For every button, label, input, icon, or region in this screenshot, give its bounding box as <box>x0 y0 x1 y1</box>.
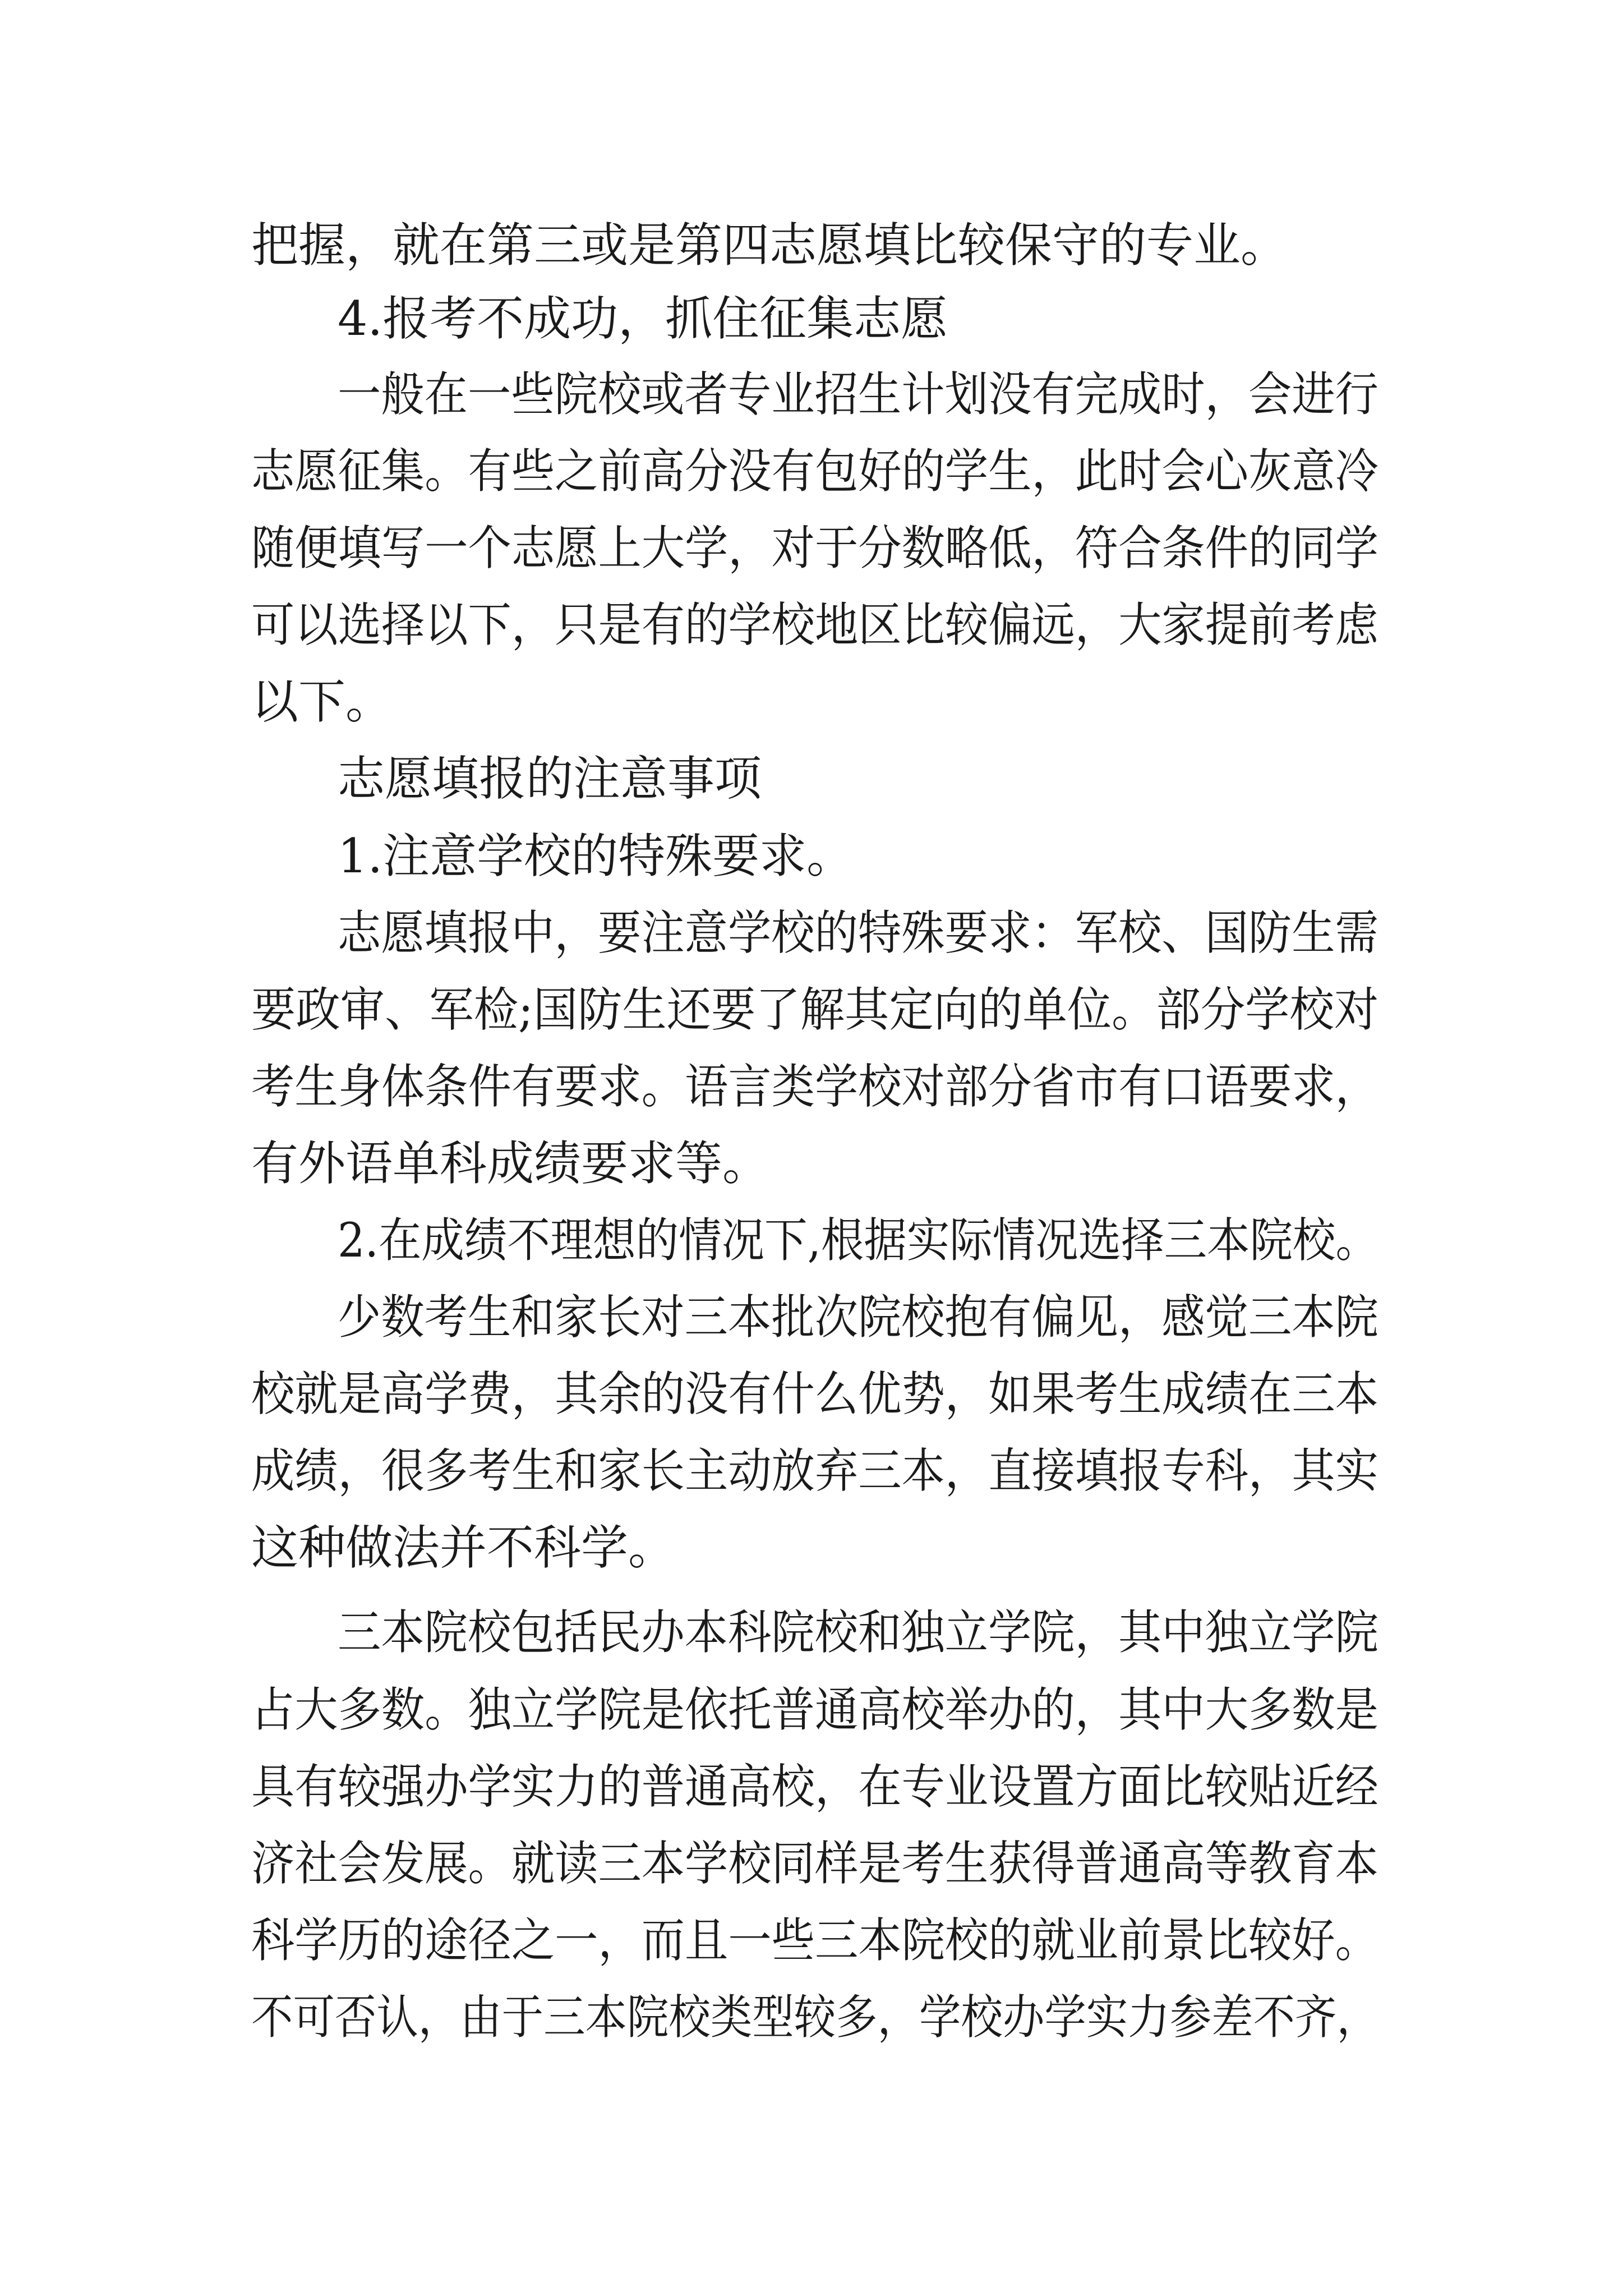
text-line-content: 志愿填报的注意事项 <box>338 751 762 806</box>
text-line <box>338 1278 1378 1356</box>
text-line-content: 随便填写一个志愿上大学，对于分数略低，符合条件的同学 <box>251 521 1378 576</box>
text-line <box>251 586 1378 664</box>
text-line <box>338 355 1378 434</box>
text-line-content: 志愿填报中，要注意学校的特殊要求：军校、国防生需 <box>338 905 1378 960</box>
text-line-content: 考生身体条件有要求。语言类学校对部分省市有口语要求， <box>251 1059 1378 1114</box>
text-line <box>338 1593 1378 1672</box>
text-line <box>251 1901 1378 1980</box>
text-line-content: 校就是高学费，其余的没有什么优势，如果考生成绩在三本 <box>251 1366 1378 1421</box>
text-line <box>338 894 1378 972</box>
text-line <box>251 1355 1378 1433</box>
text-line-content: 三本院校包括民办本科院校和独立学院，其中独立学院 <box>338 1605 1378 1660</box>
text-line-content: 以下。 <box>251 674 393 729</box>
list-heading <box>338 817 1378 895</box>
text-line-content: 科学历的途径之一，而且一些三本院校的就业前景比较好。 <box>251 1913 1378 1968</box>
text-line-content: 一般在一些院校或者专业招生计划没有完成时，会进行 <box>338 367 1378 422</box>
text-line <box>251 970 1378 1049</box>
text-line <box>251 662 1378 741</box>
section-heading <box>338 739 1378 818</box>
list-heading <box>338 1201 1378 1280</box>
text-line-content: 成绩，很多考生和家长主动放弃三本，直接填报专科，其实 <box>251 1443 1378 1498</box>
text-line <box>251 1747 1378 1826</box>
text-line <box>251 1508 1378 1587</box>
text-line <box>251 1124 1378 1203</box>
text-line-content: 不可否认，由于三本院校类型较多，学校办学实力参差不齐， <box>251 1990 1378 2045</box>
text-line-content: 这种做法并不科学。 <box>251 1520 676 1575</box>
text-line <box>251 509 1378 587</box>
text-line <box>251 1432 1378 1510</box>
text-line-content: 1.注意学校的特殊要求。 <box>338 829 854 884</box>
text-line-content: 少数考生和家长对三本批次院校抱有偏见，感觉三本院 <box>338 1290 1378 1345</box>
list-heading <box>338 279 1378 358</box>
text-line <box>251 1978 1378 2056</box>
text-line <box>251 1824 1378 1903</box>
text-line <box>251 1671 1378 1749</box>
text-line <box>251 1047 1378 1126</box>
text-line-content: 要政审、军检;国防生还要了解其定向的单位。部分学校对 <box>251 982 1379 1037</box>
text-line-content: 可以选择以下，只是有的学校地区比较偏远，大家提前考虑 <box>251 597 1378 652</box>
text-line-content: 2.在成绩不理想的情况下,根据实际情况选择三本院校。 <box>338 1213 1378 1268</box>
text-line-content: 济社会发展。就读三本学校同样是考生获得普通高等教育本 <box>251 1836 1378 1891</box>
text-line-content: 4.报考不成功，抓住征集志愿 <box>338 291 948 346</box>
text-line-content: 把握，就在第三或是第四志愿填比较保守的专业。 <box>251 218 1288 273</box>
text-line <box>251 206 1378 284</box>
text-line-content: 占大多数。独立学院是依托普通高校举办的，其中大多数是 <box>251 1682 1378 1737</box>
text-line <box>251 432 1378 510</box>
text-line-content: 具有较强办学实力的普通高校，在专业设置方面比较贴近经 <box>251 1759 1378 1814</box>
text-line-content: 有外语单科成绩要求等。 <box>251 1136 770 1191</box>
text-line-content: 志愿征集。有些之前高分没有包好的学生，此时会心灰意冷 <box>251 444 1378 499</box>
